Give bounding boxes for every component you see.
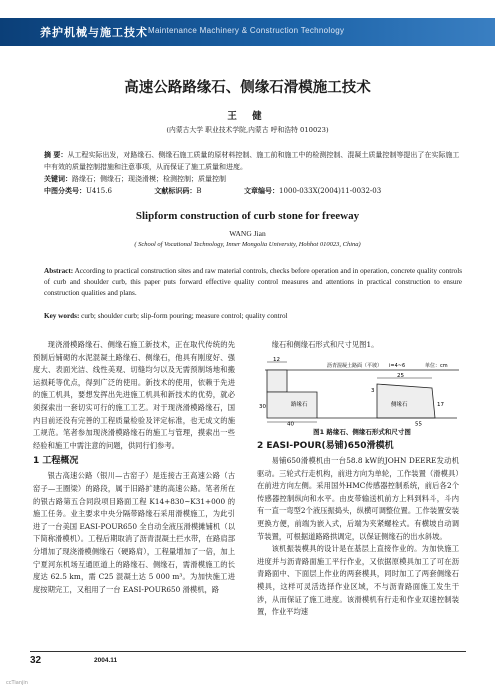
abstract-label: 摘 要：: [44, 151, 68, 159]
dim-55: 55: [415, 421, 422, 426]
dim-30: 30: [259, 404, 266, 410]
english-author: WANG Jian: [229, 229, 266, 238]
dim-25: 25: [397, 373, 404, 379]
figure-slope-label: i=4~6: [389, 363, 406, 369]
curb-upper-shape: [267, 370, 287, 392]
article-affiliation: (内蒙古大学 职业技术学院,内蒙古 呼和浩特 010023): [166, 126, 329, 134]
english-affiliation: ( School of Vocational Technology, Inner Mongolia University, Hohhot 010023, China): [134, 241, 361, 248]
clc-value: U415.6: [86, 187, 112, 195]
scan-mark: ccTianjin: [6, 680, 28, 686]
dim-12: 12: [273, 357, 280, 363]
section-2-heading: 2 EASI-POUR(易铺)650滑模机: [257, 441, 394, 451]
article-title: 高速公路路缘石、侧缘石滑模施工技术: [124, 80, 371, 96]
abstract-text: 从工程实际出发，对路缘石、侧缘石施工质量的原材料控制、施工前和施工中的检测控制、混凝土质量控制等提出了在实际施工中有效的质量控制措施和注意事项，从而保证了施工质量和进度。: [44, 151, 460, 171]
classification-row: [44, 186, 462, 198]
section-2-paragraph-2: 该机振装模具的设计是在基层上直接作业的。为加快施工进度并与沥青路面施工平行作业，又依据原模具加工了可在沥青路面中、下面层上作业的两套模具，同时加工了两套侧缘石模具，这样可灵活选择作业区域，不与沥青路面施工发生干涉，从而保证了施工进度。该滑模机有行走和作业双速控制装置，作业平均速: [257, 544, 459, 617]
intro-paragraph: 现浇滑模路缘石、侧缘石施工新技术，正在取代传统的先预制后铺砌的水泥混凝土路缘石、侧缘石，他具有刚度好、强度大、表面光洁、线性美观、切缝均匀以及无需预制场地和搬运损耗等优点，得到广泛的使用。新技术的使用，依赖于先进的施工机具，要想发挥出先进施工机具和新技术的优势，就必须探索出一套切实可行的施工工艺。对于现浇滑模路缘石，国内目前还没有完善的工程质量检验及评定标准，也无成文的施工规范。笔者参加现浇滑模路缘石的施工与管理，摸索出一些经验和施工中需注意的问题，供同行们参考。: [33, 340, 235, 450]
chinese-abstract: [44, 150, 462, 173]
doc-code-value: B: [196, 187, 202, 195]
journal-title: 养护机械与施工技术: [40, 26, 148, 39]
article-author: 王 健: [227, 111, 268, 122]
journal-subtitle: Maintenance Machinery & Construction Technology: [148, 26, 345, 35]
dim-40: 40: [287, 421, 294, 426]
english-abstract-text: According to practical construction sites and raw material controls, checks before operation and in operation, concrete quality controls of curb and shoulder curb, this paper puts forward effective quality control measures and attentions in practical construction to ensure construction qualities and plans.: [44, 267, 462, 297]
figure-intro-paragraph: 缘石和侧缘石形式和尺寸见图1。: [271, 340, 379, 349]
dim-3: 3: [371, 388, 375, 394]
english-keywords-text: curb; shoulder curb; slip-form pouring; measure control; quality control: [81, 312, 288, 320]
issue-date: 2004.11: [94, 657, 118, 664]
article-no-label: 文章编号：: [244, 187, 280, 195]
clc-label: 中图分类号：: [44, 187, 86, 195]
footer-divider: [30, 651, 466, 652]
keywords-label: 关键词：: [44, 175, 72, 183]
page-number: 32: [30, 655, 42, 666]
figure-shoulder-label: 侧缘石: [391, 402, 408, 408]
dim-17: 17: [437, 402, 444, 408]
english-abstract-label: Abstract:: [44, 267, 74, 275]
left-column: [33, 339, 235, 596]
section-2-paragraph-1: 易铺650滑模机由一台58.8 kW的JOHN DEERE发动机驱动。三轮式行走机构，前进方向为单轮，工作装置（滑模具）在前进方向左侧。采用国外HMC传感器控制系统，前后各2个传感器控制纵向和水平。由皮带输送机前方上料到料斗，斗内有一直一弯型2个液压振捣头，纵横可调整位置。工作装置安装更换方便，前端为嵌入式，后端为夹紧螺栓式。有横坡自动调节装置，可根据道路路拱调定，以保证侧缘石的出水斜坡。: [257, 456, 459, 541]
section-1-paragraph: 银古高速公路（银川—古窑子）是连接古王高速公路（古窑子—王圈梁）的路段，属于旧路扩建的高速公路。笔者所在的银古路第五合同段项目路面工程 K14+830~K31+000 的施工任务。业主要求中央分隔带路缘石采用滑模施工，为此引进了一台美国 EASI-POUR650 全自动全液压滑模摊铺机（以下简称滑模机）。工程后期取消了沥青混凝土拦水带，在路肩部分增加了现浇滑模侧缘石（硬路肩），工程量增加了一倍，加上宁夏河东机场互通匝道上的路缘石、侧缘石，需滑模施工的长度达 62.5 km，需 C25 混凝土达 5 000 m³。为加快施工进度按期完工，又租用了一台 EASI-POUR650 滑模机，路: [33, 471, 235, 594]
english-abstract: [44, 266, 462, 299]
article-no-value: 1000-033X(2004)11-0032-03: [279, 187, 382, 195]
english-keywords-label: Key words:: [44, 312, 80, 320]
keywords-text: 路缘石；侧缘石；现浇滑模；检测控制；质量控制: [72, 175, 226, 183]
english-keywords: [44, 311, 462, 322]
curb-dimension-figure: [257, 356, 467, 426]
right-column-lower: [257, 437, 459, 619]
journal-banner: [0, 18, 495, 46]
figure-caption: 图1 路缘石、侧缘石形式和尺寸图: [313, 428, 411, 436]
figure-curb-label: 路缘石: [291, 402, 308, 408]
chinese-keywords: [44, 174, 462, 186]
section-1-heading: 1 工程概况: [33, 456, 79, 467]
figure-unit-label: 单位：cm: [425, 363, 448, 369]
english-title: Slipform construction of curb stone for freeway: [135, 210, 360, 222]
shoulder-curb-shape: [377, 384, 435, 418]
figure-road-label: 沥青混凝土路面（平坡）: [327, 363, 383, 369]
doc-code-label: 文献标识码：: [154, 187, 197, 195]
right-column: [257, 339, 459, 352]
